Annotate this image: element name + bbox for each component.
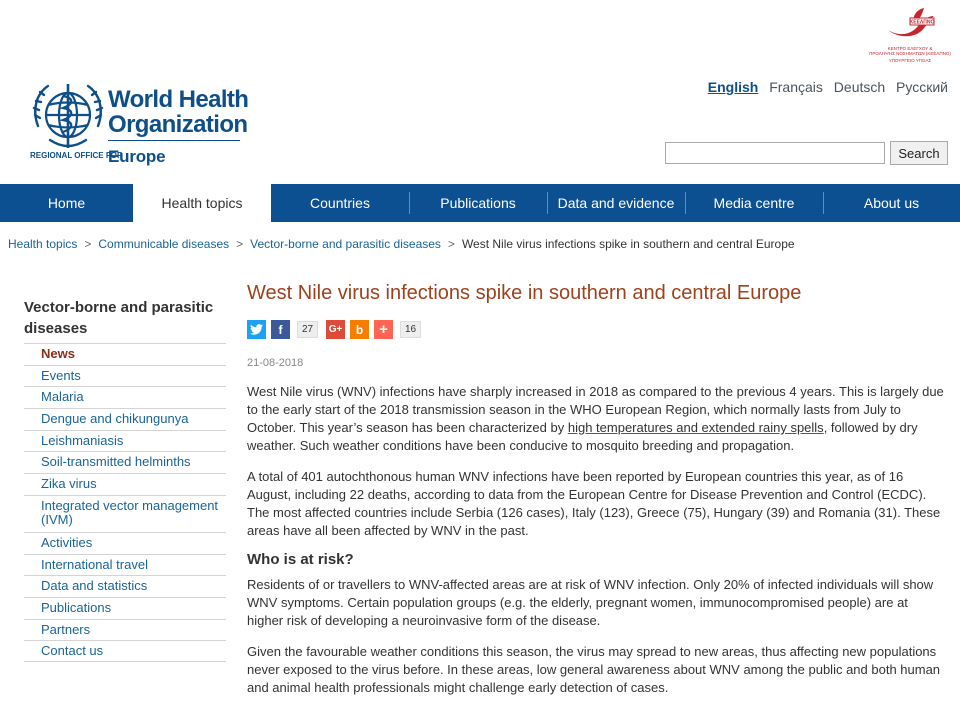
breadcrumb-health-topics[interactable]: Health topics [8, 237, 78, 251]
sidebar-item-contact[interactable]: Contact us [24, 640, 226, 662]
sidebar-item-publications[interactable]: Publications [24, 597, 226, 619]
site-header [0, 0, 960, 184]
facebook-share-count: 27 [297, 321, 318, 338]
sidebar-item-data-statistics[interactable]: Data and statistics [24, 575, 226, 597]
more-share-icon[interactable]: + [374, 320, 393, 339]
nav-media-centre[interactable]: Media centre [685, 184, 823, 222]
lang-russian[interactable]: Русский [896, 79, 948, 95]
breadcrumb-separator: > [447, 237, 455, 251]
twitter-share-icon[interactable] [247, 320, 266, 339]
twitter-bird-icon [250, 324, 263, 335]
logo-text-europe: Europe [108, 147, 166, 166]
partner-logo-line3: ΥΠΟΥΡΓΕΙΟ ΥΓΕΙΑΣ [888, 58, 932, 63]
breadcrumb [8, 237, 795, 251]
nav-publications[interactable]: Publications [409, 184, 547, 222]
paragraph-1-text-a: West Nile virus (WNV) infections have sharply increased in 2018 as compared to the previous 4 years. This is largely due to the early start of the 2018 transmission season in the WHO European Region, which normally lasts from July to October. This year’s season has been characterized by [247, 384, 944, 435]
nav-about-us[interactable]: About us [823, 184, 960, 222]
search-button[interactable]: Search [890, 141, 948, 165]
sidebar-item-events[interactable]: Events [24, 365, 226, 387]
section-sidebar [24, 297, 226, 662]
partner-logo-name: ΚΕΕΛΠΝΟ [909, 19, 935, 26]
sidebar-item-leishmaniasis[interactable]: Leishmaniasis [24, 430, 226, 452]
logo-text-regional-office: REGIONAL OFFICE FOR [30, 151, 123, 160]
blogger-share-icon[interactable]: b [350, 320, 369, 339]
lang-german[interactable]: Deutsch [833, 79, 886, 95]
nav-data-and-evidence[interactable]: Data and evidence [547, 184, 685, 222]
partner-logo-line2: ΠΡΟΛΗΨΗΣ ΝΟΣΗΜΑΤΩΝ (ΚΕΕΛΠΝΟ) [869, 51, 951, 56]
article-paragraph-4: Given the favourable weather conditions this season, the virus may spread to new areas, thus affecting new populations never exposed to the virus before. In these areas, low general awareness about WNV among the public and both human and animal health professionals might challenge early detection of cases. [247, 644, 941, 695]
sidebar-item-news[interactable]: News [24, 343, 226, 365]
article-content [247, 280, 947, 695]
logo-divider [108, 140, 240, 141]
breadcrumb-vector-borne[interactable]: Vector-borne and parasitic diseases [250, 237, 441, 251]
nav-countries[interactable]: Countries [310, 195, 370, 211]
who-europe-logo[interactable] [30, 78, 250, 170]
nav-health-topics[interactable]: Health topics [133, 184, 271, 222]
sidebar-item-international-travel[interactable]: International travel [24, 554, 226, 576]
logo-text-world-health: World Health [108, 86, 249, 113]
paragraph-1-highlight: high temperatures and extended rainy spells [567, 420, 824, 435]
google-plus-share-icon[interactable]: G+ [326, 320, 345, 339]
main-navigation [0, 184, 960, 222]
article-paragraph-3: Residents of or travellers to WNV-affected areas are at risk of WNV infection. Only 20% of infected individuals will show WNV symptoms. Certain population groups (e.g. the elderly, pregnant women, immunocompromised people) are at higher risk of developing a neuroinvasive form of the disease. [247, 577, 934, 628]
breadcrumb-separator: > [236, 237, 244, 251]
article-paragraph-1 [247, 383, 947, 455]
sidebar-item-dengue[interactable]: Dengue and chikungunya [24, 408, 226, 430]
breadcrumb-separator: > [84, 237, 92, 251]
nav-home[interactable]: Home [47, 195, 86, 211]
lang-french[interactable]: Français [769, 79, 823, 95]
sidebar-item-ivm[interactable]: Integrated vector management (IVM) [24, 495, 226, 532]
partner-logo-line1: ΚΕΝΤΡΟ ΕΛΕΓΧΟΥ & [887, 46, 933, 51]
sidebar-item-zika[interactable]: Zika virus [24, 473, 226, 495]
section-heading-who-is-at-risk: Who is at risk? [247, 551, 354, 568]
who-emblem-icon [30, 78, 106, 156]
sidebar-item-partners[interactable]: Partners [24, 619, 226, 641]
paragraph-1-text-c: , followed by dry weather. Such weather conditions have been conducive to mosquito breeding and propagation. [247, 420, 918, 453]
article-paragraph-2: A total of 401 autochthonous human WNV infections have been reported by European countries this year, as of 16 August, including 22 deaths, according to data from the European Centre for Disease Prevention and Control (ECDC). The most affected countries include Serbia (126 cases), Italy (123), Greece (75), Hungary (39) and Romania (31). These areas have all been affected by WNV in the past. [247, 469, 941, 538]
sidebar-item-malaria[interactable]: Malaria [24, 386, 226, 408]
sidebar-item-activities[interactable]: Activities [24, 532, 226, 554]
logo-text-organization: Organization [108, 111, 248, 138]
breadcrumb-current: West Nile virus infections spike in southern and central Europe [461, 237, 795, 251]
lang-english[interactable]: English [707, 79, 759, 95]
language-selector [701, 79, 948, 95]
sidebar-item-helminths[interactable]: Soil-transmitted helminths [24, 451, 226, 473]
partner-logo [866, 2, 954, 66]
breadcrumb-communicable-diseases[interactable]: Communicable diseases [98, 237, 230, 251]
facebook-share-icon[interactable]: f [271, 320, 290, 339]
bird-icon [884, 6, 936, 44]
total-share-count: 16 [400, 321, 421, 338]
article-title: West Nile virus infections spike in southern and central Europe [247, 282, 802, 304]
article-date: 21-08-2018 [247, 357, 304, 369]
sidebar-title: Vector-borne and parasitic diseases [24, 299, 214, 337]
search-input[interactable] [665, 142, 885, 164]
